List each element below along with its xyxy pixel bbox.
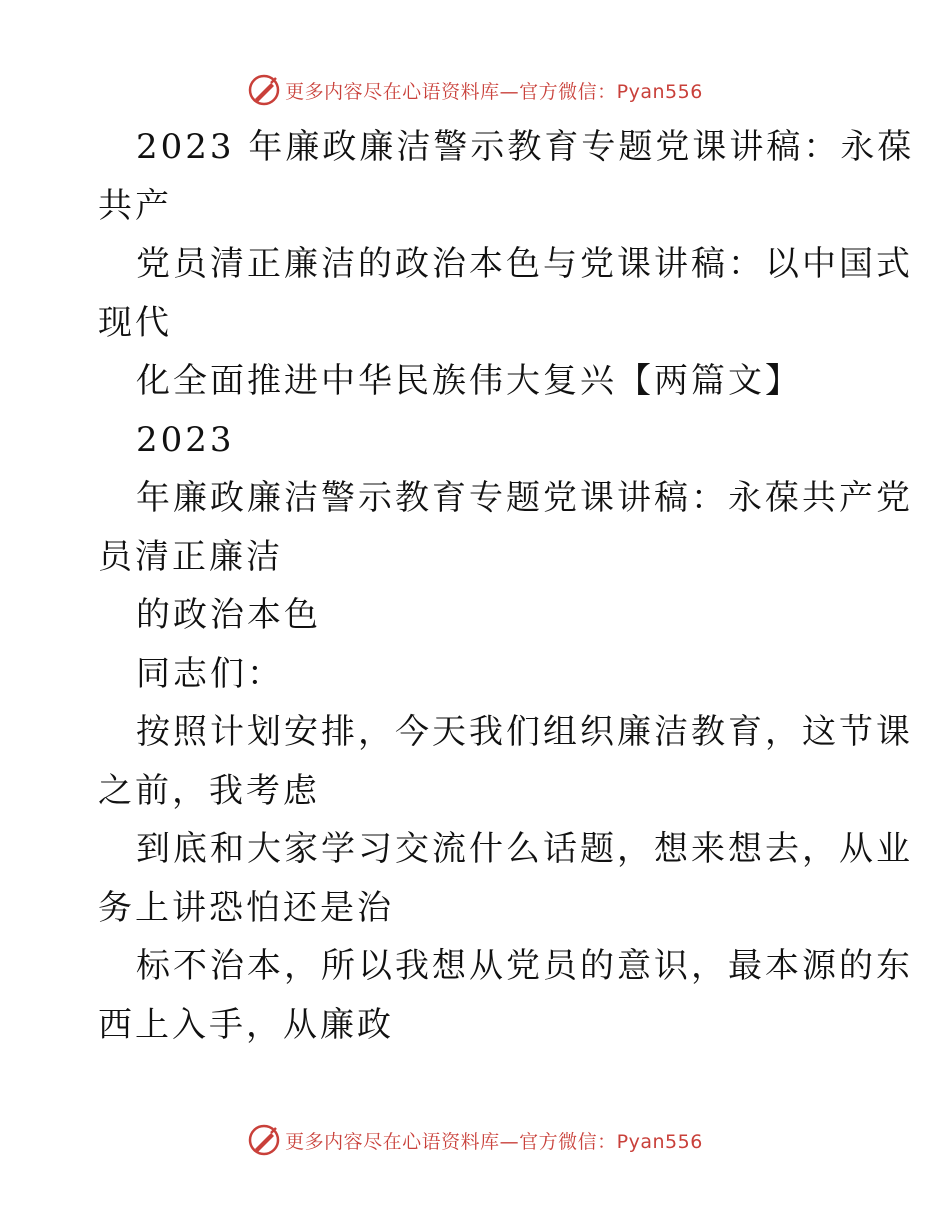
footer-watermark [0, 1120, 950, 1160]
text-line: 2023 [136, 419, 235, 460]
document-body [98, 118, 915, 1054]
text-line: 的政治本色 [136, 595, 321, 635]
text-line: 到底和大家学习交流什么话题，想来想去，从业 [136, 829, 913, 869]
text-line: 务上讲恐怕还是治 [98, 887, 394, 928]
text-line: 共产 [98, 185, 172, 226]
text-line: 员清正廉洁 [98, 536, 283, 577]
text-line: 现代 [98, 302, 172, 343]
text-line: 党员清正廉洁的政治本色与党课讲稿：以中国式 [136, 244, 913, 284]
text-line: 同志们： [136, 653, 284, 694]
text-line: 按照计划安排，今天我们组织廉洁教育，这节课 [136, 712, 913, 752]
text-line: 之前，我考虑 [98, 770, 320, 811]
header-watermark [0, 70, 950, 110]
text-line: 西上入手，从廉政 [98, 1004, 394, 1045]
text-line: 2023 年廉政廉洁警示教育专题党课讲稿：永葆 [136, 127, 915, 167]
text-line: 化全面推进中华民族伟大复兴【两篇文】 [136, 361, 802, 401]
pen-logo-icon [247, 73, 281, 107]
text-line: 年廉政廉洁警示教育专题党课讲稿：永葆共产党 [136, 478, 913, 518]
pen-logo-icon [247, 1123, 281, 1157]
watermark-text: 更多内容尽在心语资料库—官方微信：Pyan556 [285, 1130, 703, 1153]
watermark-text: 更多内容尽在心语资料库—官方微信：Pyan556 [285, 80, 703, 103]
text-line: 标不治本，所以我想从党员的意识，最本源的东 [136, 946, 913, 986]
